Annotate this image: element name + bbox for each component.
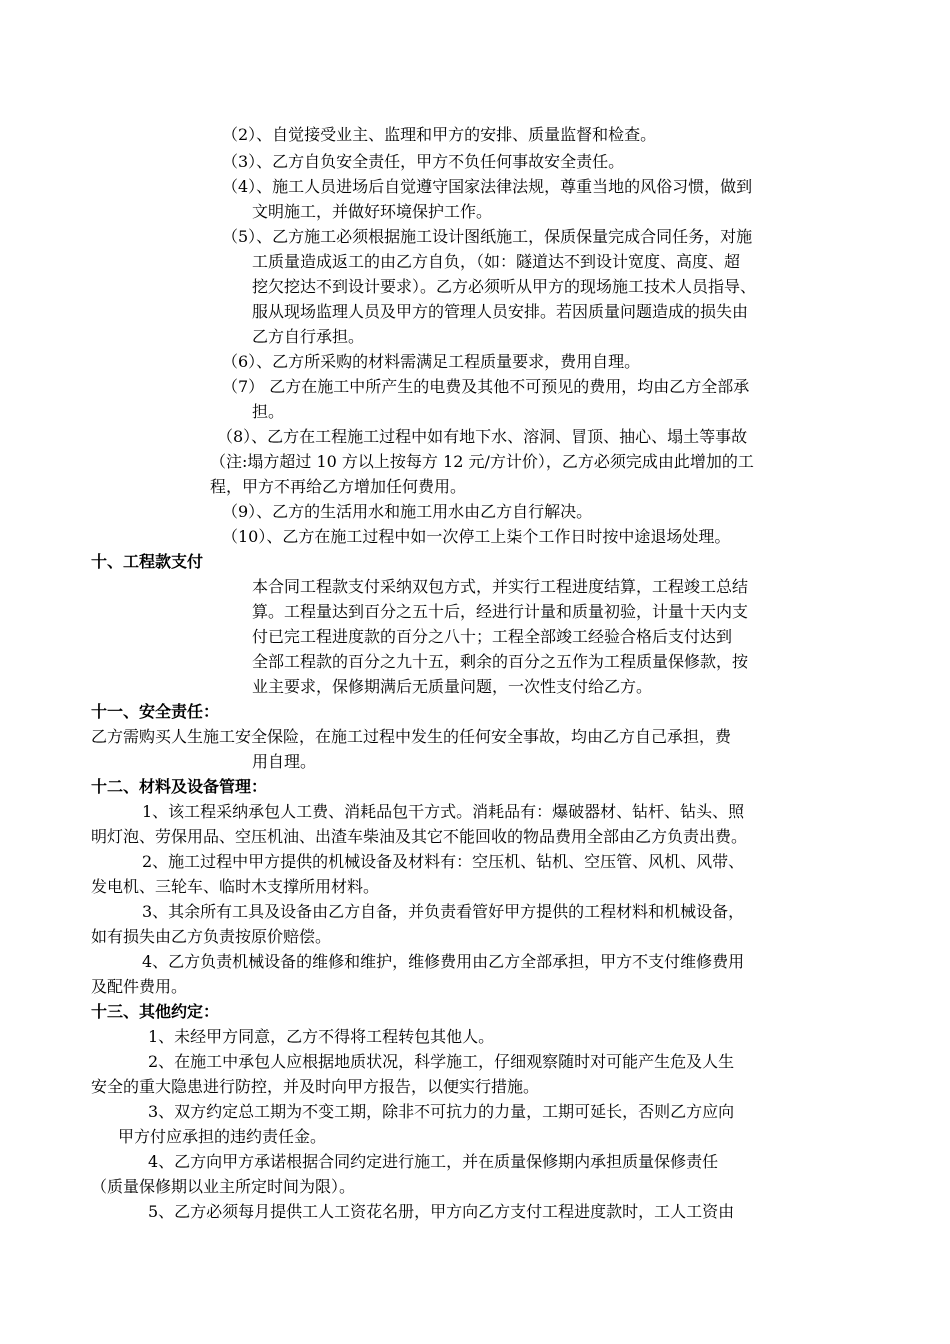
materials-3-line-2: 如有损失由乙方负责按原价赔偿。 [91, 927, 332, 946]
section-10-heading: 十、工程款支付 [91, 552, 204, 571]
payment-line-5: 业主要求，保修期满后无质量问题，一次性支付给乙方。 [252, 677, 653, 696]
materials-2-line-2: 发电机、三轮车、临时木支撑所用材料。 [91, 877, 380, 896]
materials-4-line-2: 及配件费用。 [91, 977, 188, 996]
other-2-line-1: 2、在施工中承包人应根据地质状况，科学施工，仔细观察随时对可能产生危及人生 [148, 1052, 735, 1071]
clause-5-line-2: 工质量造成返工的由乙方自负，（如：隧道达不到设计宽度、高度、超 [252, 252, 741, 271]
materials-4-line-1: 4、乙方负责机械设备的维修和维护，维修费用由乙方全部承担，甲方不支付维修费用 [142, 952, 745, 971]
clause-4-line-1: （4）、施工人员进场后自觉遵守国家法律法规，尊重当地的风俗习惯，做到 [222, 177, 753, 196]
other-4-line-2: （质量保修期以业主所定时间为限）。 [91, 1177, 356, 1196]
materials-3-line-1: 3、其余所有工具及设备由乙方自备，并负责看管好甲方提供的工程材料和机械设备， [142, 902, 745, 921]
clause-6: （6）、乙方所采购的材料需满足工程质量要求，费用自理。 [222, 352, 641, 371]
clause-5-line-3: 挖欠挖达不到设计要求）。乙方必须听从甲方的现场施工技术人员指导、 [252, 277, 757, 296]
payment-line-2: 算。工程量达到百分之五十后，经进行计量和质量初验，计量十天内支 [252, 602, 749, 621]
clause-2: （2）、自觉接受业主、监理和甲方的安排、质量监督和检查。 [222, 125, 657, 144]
clause-7-line-2: 担。 [252, 402, 285, 421]
safety-line-2: 用自理。 [252, 752, 317, 771]
clause-5-line-4: 服从现场监理人员及甲方的管理人员安排。若因质量问题造成的损失由 [252, 302, 749, 321]
clause-9: （9）、乙方的生活用水和施工用水由乙方自行解决。 [222, 502, 593, 521]
clause-8-line-3: 程，甲方不再给乙方增加任何费用。 [210, 477, 467, 496]
clause-3: （3）、乙方自负安全责任，甲方不负任何事故安全责任。 [222, 152, 625, 171]
payment-line-1: 本合同工程款支付采纳双包方式，并实行工程进度结算，工程竣工总结 [252, 577, 749, 596]
payment-line-3: 付已完工程进度款的百分之八十；工程全部竣工经验合格后支付达到 [252, 627, 733, 646]
section-11-heading: 十一、安全责任： [91, 702, 220, 721]
materials-1-line-1: 1、该工程采纳承包人工费、消耗品包干方式。消耗品有：爆破器材、钻杆、钻头、照 [142, 802, 745, 821]
clause-8-line-1: （8）、乙方在工程施工过程中如有地下水、溶洞、冒顶、抽心、塌土等事故 [217, 427, 748, 446]
clause-7-line-1: （7） 乙方在施工中所产生的电费及其他不可预见的费用，均由乙方全部承 [222, 377, 750, 396]
other-5-line-1: 5、乙方必须每月提供工人工资花名册，甲方向乙方支付工程进度款时，工人工资由 [148, 1202, 735, 1221]
section-13-heading: 十三、其他约定： [91, 1002, 220, 1021]
other-2-line-2: 安全的重大隐患进行防控，并及时向甲方报告，以便实行措施。 [91, 1077, 540, 1096]
materials-2-line-1: 2、施工过程中甲方提供的机械设备及材料有：空压机、钻机、空压管、风机、风带、 [142, 852, 745, 871]
clause-4-line-2: 文明施工，并做好环境保护工作。 [252, 202, 493, 221]
other-3-line-2: 甲方付应承担的违约责任金。 [118, 1127, 327, 1146]
clause-5-line-5: 乙方自行承担。 [252, 327, 365, 346]
clause-5-line-1: （5）、乙方施工必须根据施工设计图纸施工，保质保量完成合同任务，对施 [222, 227, 753, 246]
other-1: 1、未经甲方同意，乙方不得将工程转包其他人。 [148, 1027, 495, 1046]
other-3-line-1: 3、双方约定总工期为不变工期，除非不可抗力的力量，工期可延长，否则乙方应向 [148, 1102, 735, 1121]
safety-line-1: 乙方需购买人生施工安全保险，在施工过程中发生的任何安全事故，均由乙方自己承担，费 [91, 727, 732, 746]
other-4-line-1: 4、乙方向甲方承诺根据合同约定进行施工，并在质量保修期内承担质量保修责任 [148, 1152, 719, 1171]
clause-8-line-2: （注:塌方超过 10 方以上按每方 12 元/方计价），乙方必须完成由此增加的工 [210, 452, 754, 471]
clause-10: （10）、乙方在施工过程中如一次停工上柒个工作日时按中途退场处理。 [222, 527, 731, 546]
section-12-heading: 十二、材料及设备管理： [91, 777, 268, 796]
payment-line-4: 全部工程款的百分之九十五，剩余的百分之五作为工程质量保修款，按 [252, 652, 749, 671]
materials-1-line-2: 明灯泡、劳保用品、空压机油、出渣车柴油及其它不能回收的物品费用全部由乙方负责出费。 [91, 827, 748, 846]
